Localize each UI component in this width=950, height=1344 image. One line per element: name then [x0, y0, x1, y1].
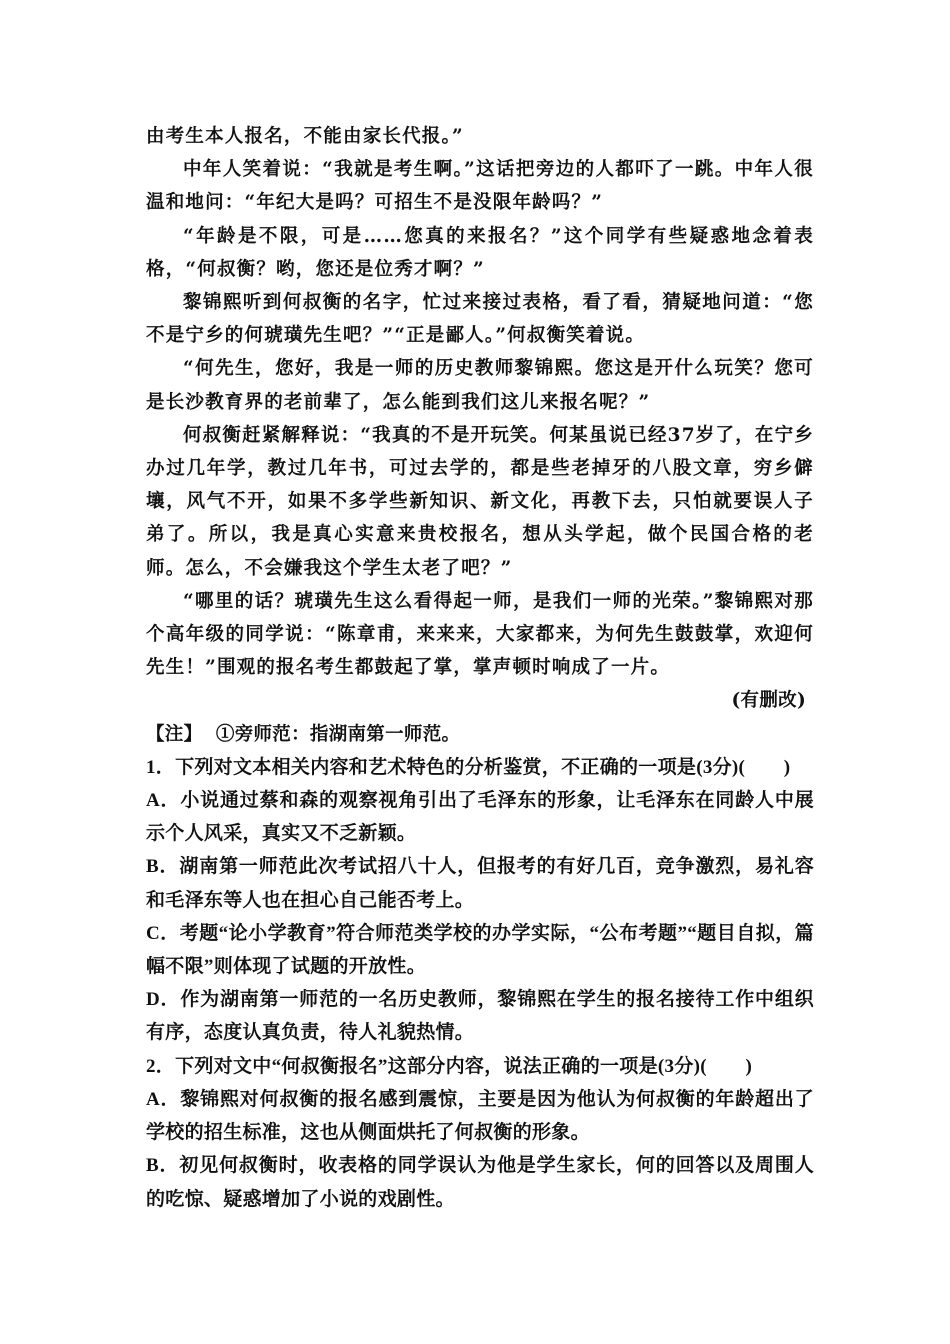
- footnote: [146, 718, 814, 751]
- passage-paragraph: 黎锦熙听到何叔衡的名字，忙过来接过表格，看了看，猜疑地问道：“您不是宁乡的何琥璜先生吧？”“正是鄙人。”何叔衡笑着说。: [146, 292, 814, 347]
- footnote-spacer: [202, 724, 215, 745]
- question-stem: 2．下列对文中“何叔衡报名”这部分内容，说法正确的一项是(3分)( ): [146, 1055, 753, 1077]
- footnote-text: ①旁师范：指湖南第一师范。: [215, 723, 461, 745]
- passage-paragraph: 何叔衡赶紧解释说：“我真的不是开玩笑。何某虽说已经37岁了，在宁乡办过几年学，教过几年书，可过去学的，都是些老掉牙的八股文章，穷乡僻壤，风气不开，如果不多学些新知识、新文化，再教下去，只怕就要误人子弟了。所以，我是真心实意来贵校报名，想从头学起，做个民国合格的老师。怎么，不会嫌我这个学生太老了吧？”: [146, 424, 814, 579]
- question-option: D．作为湖南第一师范的一名历史教师，黎锦熙在学生的报名接待工作中组织有序，态度认真负责，待人礼貌热情。: [146, 989, 814, 1044]
- passage-paragraph: 中年人笑着说：“我就是考生啊。”这话把旁边的人都吓了一跳。中年人很温和地问：“年纪大是吗？可招生不是没限年龄吗？”: [146, 159, 814, 214]
- question-option: B．初见何叔衡时，收表格的同学误认为他是学生家长，何的回答以及周围人的吃惊、疑惑增加了小说的戏剧性。: [146, 1155, 814, 1210]
- source-note: (有删改): [731, 690, 806, 712]
- passage-paragraph: “哪里的话？琥璜先生这么看得起一师，是我们一师的光荣。”黎锦熙对那个高年级的同学说：“陈章甫，来来来，大家都来，为何先生鼓鼓掌，欢迎何先生！”围观的报名考生都鼓起了掌，掌声顿时响成了一片。: [146, 590, 814, 679]
- passage-paragraph: “何先生，您好，我是一师的历史教师黎锦熙。您这是开什么玩笑？您可是长沙教育界的老前辈了，怎么能到我们这儿来报名呢？”: [146, 358, 814, 413]
- question-option: B．湖南第一师范此次考试招八十人，但报考的有好几百，竞争激烈，易礼容和毛泽东等人也在担心自己能否考上。: [146, 856, 814, 911]
- passage-paragraph: 由考生本人报名，不能由家长代报。”: [146, 126, 464, 147]
- question-option: A．小说通过蔡和森的观察视角引出了毛泽东的形象，让毛泽东在同龄人中展示个人风采，真实又不乏新颖。: [146, 790, 814, 845]
- document-page: [146, 120, 814, 1216]
- footnote-tag: 【注】: [146, 723, 203, 745]
- question-option: A．黎锦熙对何叔衡的报名感到震惊，主要是因为他认为何叔衡的年龄超出了学校的招生标准，这也从侧面烘托了何叔衡的形象。: [146, 1088, 814, 1144]
- question-stem: 1．下列对文本相关内容和艺术特色的分析鉴赏，不正确的一项是(3分)( ): [146, 756, 791, 778]
- passage-paragraph: “年龄是不限，可是……您真的来报名？”这个同学有些疑惑地念着表格，“何叔衡？哟，您还是位秀才啊？”: [146, 225, 814, 280]
- question-option: C．考题“论小学教育”符合师范类学校的办学实际，“公布考题”“题目自拟，篇幅不限”则体现了试题的开放性。: [146, 922, 814, 978]
